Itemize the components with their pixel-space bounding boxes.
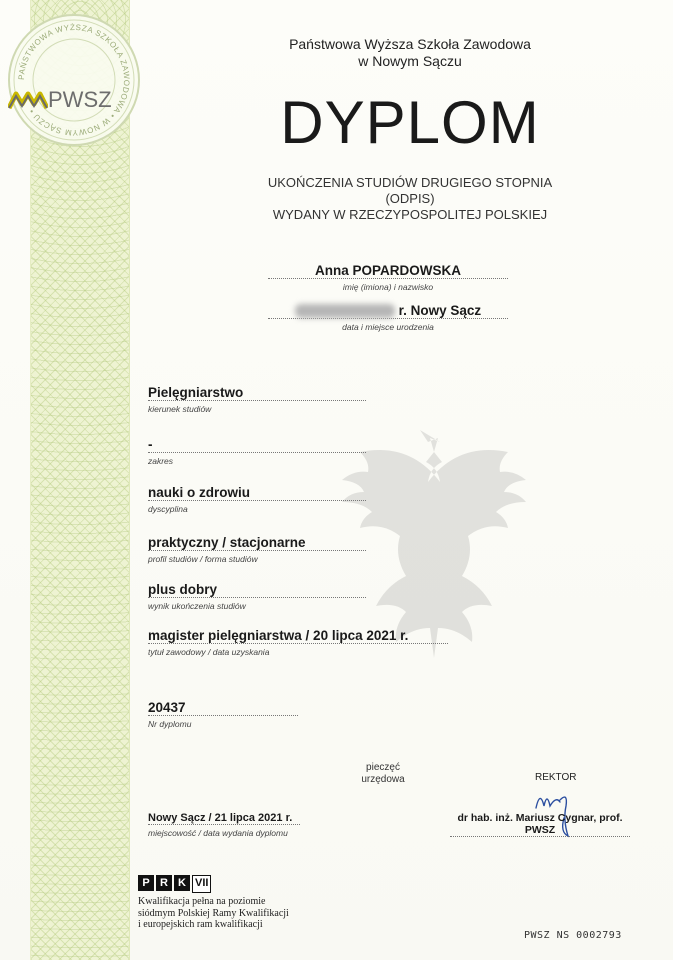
birth-field bbox=[268, 303, 508, 332]
rector-name: dr hab. inż. Mariusz Cygnar, prof. PWSZ bbox=[450, 812, 630, 837]
school-name-line2: w Nowym Sączu bbox=[358, 53, 462, 69]
field-value: 20437 bbox=[148, 700, 298, 716]
logo-text: PWSZ bbox=[48, 87, 112, 112]
field-value: nauki o zdrowiu bbox=[148, 485, 366, 501]
field-major bbox=[148, 385, 366, 414]
field-profile bbox=[148, 535, 366, 564]
field-discipline bbox=[148, 485, 366, 514]
pwsz-logo-mark-icon bbox=[8, 90, 48, 110]
redacted-birth-date bbox=[295, 304, 395, 318]
rector-label: REKTOR bbox=[535, 772, 577, 783]
school-name-line1: Państwowa Wyższa Szkoła Zawodowa bbox=[289, 36, 531, 52]
field-result bbox=[148, 582, 366, 611]
field-caption: zakres bbox=[148, 456, 174, 466]
holder-name-field bbox=[268, 263, 508, 292]
field-diploma-number bbox=[148, 700, 298, 729]
stamp-line2: urzędowa bbox=[361, 774, 405, 785]
field-scope bbox=[148, 437, 366, 466]
official-stamp-placeholder bbox=[348, 762, 418, 786]
prk-badge bbox=[138, 875, 213, 893]
field-caption: kierunek studiów bbox=[148, 404, 212, 414]
field-caption: profil studiów / forma studiów bbox=[148, 554, 258, 564]
issue-caption: miejscowość / data wydania dyplomu bbox=[148, 828, 288, 838]
prk-letter: P bbox=[138, 875, 154, 891]
subtitle-line1: UKOŃCZENIA STUDIÓW DRUGIEGO STOPNIA bbox=[267, 175, 553, 190]
prk-letter: R bbox=[156, 875, 172, 891]
holder-name: Anna POPARDOWSKA bbox=[268, 263, 508, 279]
field-value: magister pielęgniarstwa / 20 lipca 2021 r. bbox=[148, 628, 448, 644]
document-title: DYPLOM bbox=[280, 89, 540, 156]
holder-name-caption: imię (imiona) i nazwisko bbox=[342, 282, 434, 292]
field-title bbox=[148, 628, 448, 657]
issue-value: Nowy Sącz / 21 lipca 2021 r. bbox=[148, 812, 300, 825]
field-caption: tytuł zawodowy / data uzyskania bbox=[148, 647, 270, 657]
issue-field bbox=[148, 812, 300, 838]
stamp-line1: pieczęć bbox=[366, 762, 400, 773]
field-value: praktyczny / stacjonarne bbox=[148, 535, 366, 551]
field-value: Pielęgniarstwo bbox=[148, 385, 366, 401]
birth-place: r. Nowy Sącz bbox=[398, 303, 482, 318]
prk-level: VII bbox=[192, 875, 211, 893]
subtitle-line2: (ODPIS) bbox=[385, 191, 435, 206]
university-seal bbox=[8, 14, 140, 146]
birth-caption: data i miejsce urodzenia bbox=[342, 322, 434, 333]
svg-text:PAŃSTWOWA WYŻSZA SZKOŁA ZAWODO bbox=[17, 23, 131, 137]
field-caption: Nr dyplomu bbox=[148, 719, 192, 729]
field-value: - bbox=[148, 437, 366, 453]
serial-number: PWSZ NS 0002793 bbox=[524, 930, 622, 941]
birth-value bbox=[268, 303, 508, 319]
seal-text: PAŃSTWOWA WYŻSZA SZKOŁA ZAWODOWA • W NOWYM SĄCZU • bbox=[16, 22, 132, 138]
prk-note-line2: siódmym Polskiej Ramy Kwalifikacji bbox=[138, 907, 289, 919]
prk-note bbox=[138, 896, 289, 931]
field-caption: wynik ukończenia studiów bbox=[148, 601, 246, 611]
school-name bbox=[200, 36, 620, 70]
pwsz-logo bbox=[8, 86, 114, 114]
prk-note-line1: Kwalifikacja pełna na poziomie bbox=[138, 896, 266, 907]
prk-note-line3: i europejskich ram kwalifikacji bbox=[138, 919, 263, 930]
rector-field bbox=[450, 812, 630, 837]
prk-letter: K bbox=[174, 875, 190, 891]
field-caption: dyscyplina bbox=[148, 504, 188, 514]
document-subtitle bbox=[200, 175, 620, 223]
field-value: plus dobry bbox=[148, 582, 366, 598]
subtitle-line3: WYDANY W RZECZYPOSPOLITEJ POLSKIEJ bbox=[272, 207, 548, 222]
